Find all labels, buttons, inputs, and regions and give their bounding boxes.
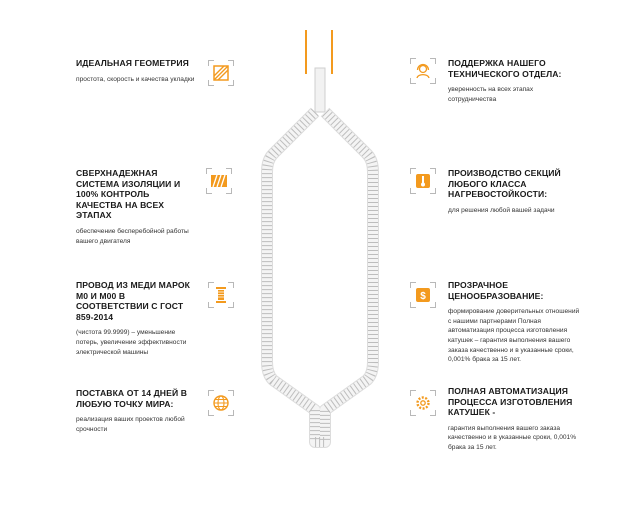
insulation-icon bbox=[206, 168, 232, 194]
feature-title: ПОДДЕРЖКА НАШЕГО ТЕХНИЧЕСКОГО ОТДЕЛА: bbox=[448, 58, 562, 79]
feature-desc: обеспечение бесперебойной работы вашего двигателя bbox=[76, 227, 189, 245]
geometry-icon bbox=[208, 60, 234, 86]
svg-text:$: $ bbox=[420, 291, 426, 302]
feature-heat-class bbox=[448, 168, 578, 215]
feature-pricing bbox=[448, 280, 580, 365]
globe-icon bbox=[208, 390, 234, 416]
coil-illustration bbox=[255, 22, 385, 452]
feature-automation bbox=[448, 386, 580, 453]
feature-support bbox=[448, 58, 578, 104]
feature-title: СВЕРХНАДЕЖНАЯ СИСТЕМА ИЗОЛЯЦИИ И 100% КОНТРОЛЬ КАЧЕСТВА НА ВСЕХ ЭТАПАХ bbox=[76, 168, 181, 221]
feature-title: ПОЛНАЯ АВТОМАТИЗАЦИЯ ПРОЦЕССА ИЗГОТОВЛЕНИЯ КАТУШЕК - bbox=[448, 386, 573, 418]
dollar-icon bbox=[410, 282, 436, 308]
feature-title: ПОСТАВКА ОТ 14 ДНЕЙ В ЛЮБУЮ ТОЧКУ МИРА: bbox=[76, 388, 188, 409]
feature-desc: формирование доверительных отношений с нашими партнерами Полная автоматизация процесса изготовления катушек – гарантия выполнения вашего заказа качественно и в указанные сроки, 0,001% брака за 15 лет. bbox=[448, 308, 580, 364]
feature-title: ПРОИЗВОДСТВО СЕКЦИЙ ЛЮБОГО КЛАССА НАГРЕВОСТОЙКОСТИ: bbox=[448, 168, 561, 200]
feature-desc: реализация ваших проектов любой срочности bbox=[76, 416, 185, 433]
feature-copper-wire bbox=[76, 280, 198, 357]
feature-desc: уверенность на всех этапах сотрудничества bbox=[448, 86, 534, 103]
feature-desc: для решения любой вашей задачи bbox=[448, 206, 555, 214]
feature-insulation bbox=[76, 168, 196, 246]
support-headset-icon bbox=[410, 58, 436, 84]
feature-title: ПРОЗРАЧНОЕ ЦЕНООБРАЗОВАНИЕ: bbox=[448, 280, 544, 301]
wire-spool-icon bbox=[208, 282, 234, 308]
feature-desc: простота, скорость и качества укладки bbox=[76, 75, 195, 83]
feature-title: ПРОВОД ИЗ МЕДИ МАРОК М0 И М00 В СООТВЕТСТВИИ С ГОСТ 859-2014 bbox=[76, 280, 190, 322]
gear-automation-icon bbox=[410, 390, 436, 416]
feature-title: ИДЕАЛЬНАЯ ГЕОМЕТРИЯ bbox=[76, 58, 189, 68]
feature-ideal-geometry bbox=[76, 58, 196, 84]
feature-desc: гарантия выполнения вашего заказа качественно и в указанные сроки, 0,001% брака за 15 лет. bbox=[448, 424, 577, 451]
feature-desc: (чистота 99.9999) – уменьшение потерь, увеличение эффективности электрической машины bbox=[76, 329, 187, 356]
feature-delivery bbox=[76, 388, 198, 434]
thermometer-icon bbox=[410, 168, 436, 194]
